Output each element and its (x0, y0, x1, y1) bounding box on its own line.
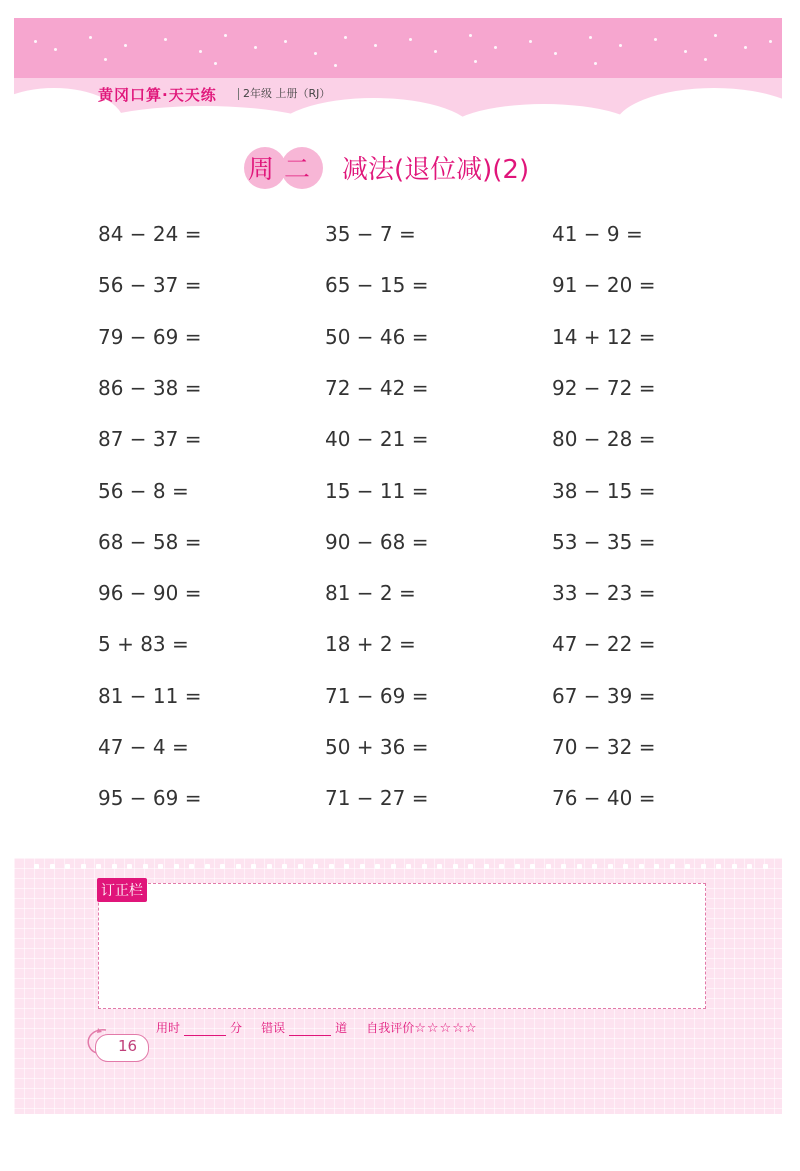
snow-dot (409, 38, 412, 41)
snow-dot (124, 44, 127, 47)
snow-dot (314, 52, 317, 55)
problem-r2-c2[interactable]: 65 − 15 = (325, 273, 429, 297)
day-label: 周二 (248, 155, 321, 185)
panel-dot (499, 864, 504, 869)
panel-dot (453, 864, 458, 869)
count-label: 道 (335, 1021, 348, 1035)
problem-r6-c2[interactable]: 15 − 11 = (325, 479, 429, 503)
panel-dot (360, 864, 365, 869)
brand-logo (98, 84, 217, 105)
problem-r3-c2[interactable]: 50 − 46 = (325, 325, 429, 349)
problem-r7-c3[interactable]: 53 − 35 = (552, 530, 656, 554)
panel-dot (298, 864, 303, 869)
problem-r12-c1[interactable]: 95 − 69 = (98, 786, 202, 810)
snow-dot (104, 58, 107, 61)
problem-r11-c1[interactable]: 47 − 4 = (98, 735, 189, 759)
panel-dot (65, 864, 70, 869)
error-blank[interactable] (289, 1023, 331, 1036)
problem-r4-c3[interactable]: 92 − 72 = (552, 376, 656, 400)
panel-dot (763, 864, 768, 869)
snow-dot (494, 46, 497, 49)
panel-dot (127, 864, 132, 869)
problem-r11-c2[interactable]: 50 + 36 = (325, 735, 429, 759)
panel-dot (670, 864, 675, 869)
snow-dot (469, 34, 472, 37)
panel-dot (112, 864, 117, 869)
grade-label: 2年级 上册（RJ） (238, 88, 330, 100)
snow-dot (714, 34, 717, 37)
panel-dot (422, 864, 427, 869)
snow-dot (224, 34, 227, 37)
panel-dot (174, 864, 179, 869)
panel-dot (685, 864, 690, 869)
panel-dot (561, 864, 566, 869)
panel-dot (329, 864, 334, 869)
problem-r8-c1[interactable]: 96 − 90 = (98, 581, 202, 605)
snow-dot (589, 36, 592, 39)
panel-dot (484, 864, 489, 869)
problem-r6-c3[interactable]: 38 − 15 = (552, 479, 656, 503)
panel-dot (96, 864, 101, 869)
problem-r4-c2[interactable]: 72 − 42 = (325, 376, 429, 400)
footer-stats (156, 1019, 478, 1036)
correction-area[interactable] (98, 883, 706, 1009)
panel-dot (716, 864, 721, 869)
brand-separator: · (162, 86, 169, 104)
panel-dot (747, 864, 752, 869)
panel-dot (189, 864, 194, 869)
problem-r10-c3[interactable]: 67 − 39 = (552, 684, 656, 708)
snow-dot (334, 64, 337, 67)
snow-dot (164, 38, 167, 41)
panel-dot (251, 864, 256, 869)
panel-dot (546, 864, 551, 869)
problem-r10-c2[interactable]: 71 − 69 = (325, 684, 429, 708)
panel-dot (205, 864, 210, 869)
snow-dot (529, 40, 532, 43)
panel-dot (623, 864, 628, 869)
problem-r8-c2[interactable]: 81 − 2 = (325, 581, 416, 605)
panel-dot (236, 864, 241, 869)
snow-dot (744, 46, 747, 49)
snow-dot (374, 44, 377, 47)
self-eval-label: 自我评价 (366, 1021, 415, 1035)
page-number: 16 (118, 1037, 138, 1055)
panel-dot (577, 864, 582, 869)
panel-dot (654, 864, 659, 869)
panel-dot (406, 864, 411, 869)
problem-r8-c3[interactable]: 33 − 23 = (552, 581, 656, 605)
panel-dot (81, 864, 86, 869)
panel-dot (701, 864, 706, 869)
panel-dot (344, 864, 349, 869)
panel-dot (391, 864, 396, 869)
panel-dots-decoration (34, 864, 774, 872)
problem-r12-c3[interactable]: 76 − 40 = (552, 786, 656, 810)
lesson-title (0, 143, 800, 189)
panel-dot (639, 864, 644, 869)
snow-dot (34, 40, 37, 43)
problem-r2-c3[interactable]: 91 − 20 = (552, 273, 656, 297)
snow-dot (474, 60, 477, 63)
problem-r4-c1[interactable]: 86 − 38 = (98, 376, 202, 400)
panel-dot (592, 864, 597, 869)
snow-dot (344, 36, 347, 39)
snow-dot (654, 38, 657, 41)
panel-dot (143, 864, 148, 869)
snow-dot (684, 50, 687, 53)
header-band (14, 18, 782, 128)
topic-label: 减法(退位减)(2) (342, 155, 530, 185)
error-label: 错误 (261, 1021, 286, 1035)
snow-dot (704, 58, 707, 61)
snow-dot (619, 44, 622, 47)
panel-dot (34, 864, 39, 869)
problem-r1-c2[interactable]: 35 − 7 = (325, 222, 416, 246)
minute-label: 分 (230, 1021, 243, 1035)
problem-r9-c2[interactable]: 18 + 2 = (325, 632, 416, 656)
problem-r3-c1[interactable]: 79 − 69 = (98, 325, 202, 349)
problem-r5-c1[interactable]: 87 − 37 = (98, 427, 202, 451)
panel-dot (437, 864, 442, 869)
panel-dot (515, 864, 520, 869)
panel-dot (158, 864, 163, 869)
snow-dot (769, 40, 772, 43)
problem-r11-c3[interactable]: 70 − 32 = (552, 735, 656, 759)
snow-dot (89, 36, 92, 39)
panel-dot (50, 864, 55, 869)
problem-r5-c3[interactable]: 80 − 28 = (552, 427, 656, 451)
time-label: 用时 (156, 1021, 181, 1035)
problem-r1-c3[interactable]: 41 − 9 = (552, 222, 643, 246)
time-blank[interactable] (184, 1023, 226, 1036)
correction-label: 订正栏 (97, 878, 147, 902)
snow-dot (594, 62, 597, 65)
snow-dot (214, 62, 217, 65)
problem-r6-c1[interactable]: 56 − 8 = (98, 479, 189, 503)
snow-dot (554, 52, 557, 55)
problem-r9-c3[interactable]: 47 − 22 = (552, 632, 656, 656)
snow-dot (434, 50, 437, 53)
problem-r12-c2[interactable]: 71 − 27 = (325, 786, 429, 810)
problem-r7-c2[interactable]: 90 − 68 = (325, 530, 429, 554)
panel-dot (732, 864, 737, 869)
panel-dot (282, 864, 287, 869)
problem-r5-c2[interactable]: 40 − 21 = (325, 427, 429, 451)
panel-dot (608, 864, 613, 869)
snow-dot (54, 48, 57, 51)
problem-r1-c1[interactable]: 84 − 24 = (98, 222, 202, 246)
snow-dot (254, 46, 257, 49)
panel-dot (375, 864, 380, 869)
snow-dot (284, 40, 287, 43)
panel-dot (313, 864, 318, 869)
problem-r9-c1[interactable]: 5 + 83 = (98, 632, 189, 656)
panel-dot (530, 864, 535, 869)
brand-title: 黄冈口算 (98, 86, 163, 104)
problem-r7-c1[interactable]: 68 − 58 = (98, 530, 202, 554)
problem-r10-c1[interactable]: 81 − 11 = (98, 684, 202, 708)
snow-dot (199, 50, 202, 53)
problem-r3-c3[interactable]: 14 + 12 = (552, 325, 656, 349)
panel-dot (468, 864, 473, 869)
problem-r2-c1[interactable]: 56 − 37 = (98, 273, 202, 297)
panel-dot (267, 864, 272, 869)
brand-subtitle: 天天练 (168, 86, 217, 104)
rating-stars[interactable]: ☆☆☆☆☆ (414, 1021, 478, 1036)
panel-dot (220, 864, 225, 869)
